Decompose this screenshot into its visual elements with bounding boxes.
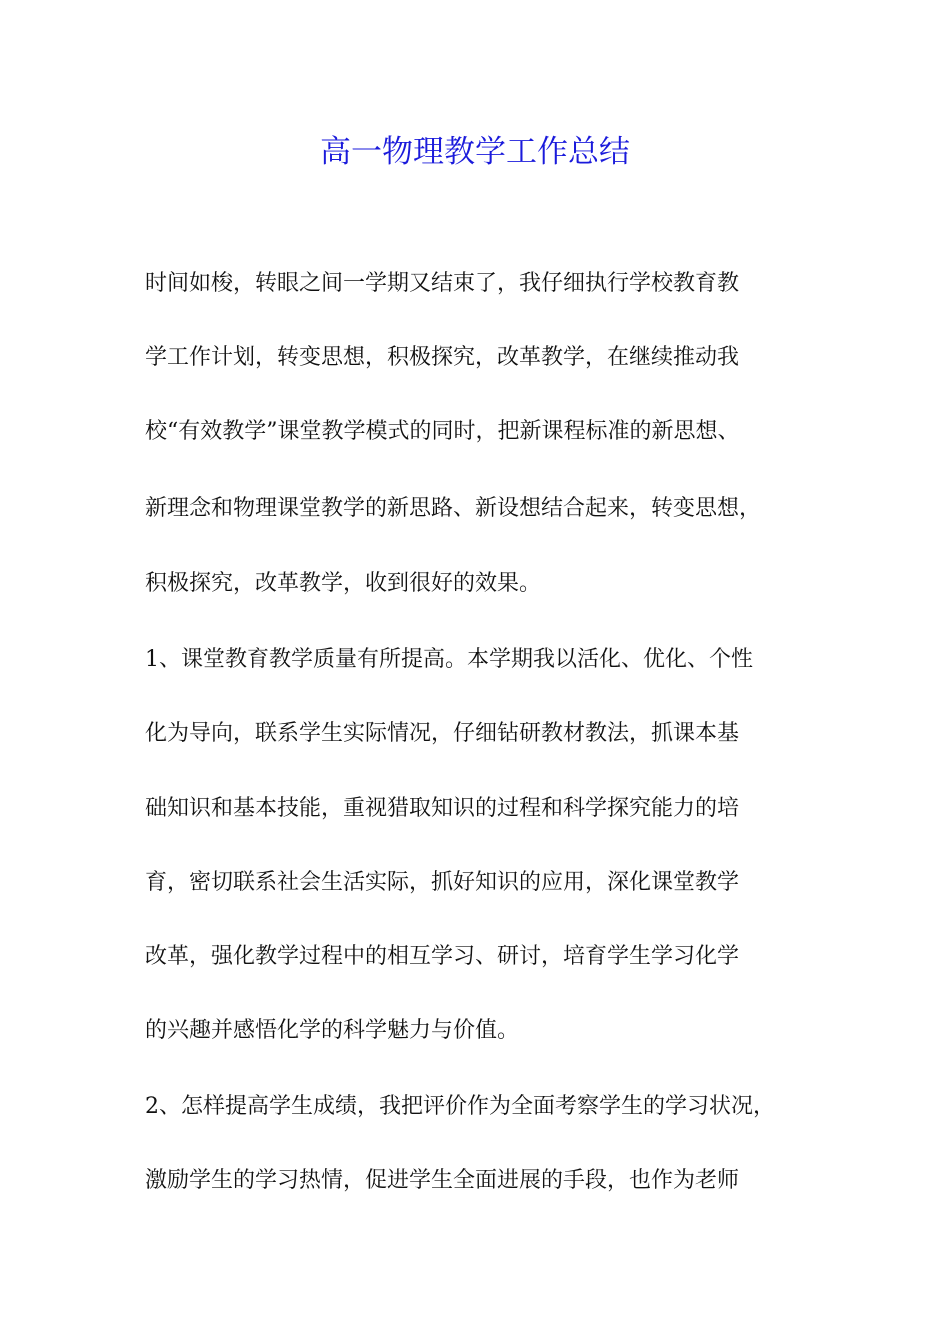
text-line: 新理念和物理课堂教学的新思路、新设想结合起来，转变思想， (145, 496, 762, 521)
text-line: 育，密切联系社会生活实际，抓好知识的应用，深化课堂教学 (145, 870, 740, 895)
text-line: 激励学生的学习热情，促进学生全面进展的手段，也作为老师 (145, 1168, 740, 1193)
text-line: 化为导向，联系学生实际情况，仔细钻研教材教法，抓课本基 (145, 721, 740, 746)
text-line: 的兴趣并感悟化学的科学魅力与价值。 (145, 1018, 520, 1043)
text-line: 1、课堂教育教学质量有所提高。本学期我以活化、优化、个性 (145, 647, 753, 672)
document-title: 高一物理教学工作总结 (320, 134, 630, 170)
text-line: 学工作计划，转变思想，积极探究，改革教学，在继续推动我 (145, 345, 740, 370)
text-line: 2、怎样提高学生成绩，我把评价作为全面考察学生的学习状况， (145, 1094, 775, 1119)
text-line: 础知识和基本技能，重视猎取知识的过程和科学探究能力的培 (145, 796, 740, 821)
text-line: 改革，强化教学过程中的相互学习、研讨，培育学生学习化学 (145, 944, 740, 969)
text-line: 积极探究，改革教学，收到很好的效果。 (145, 571, 542, 596)
text-line: 校“有效教学”课堂教学模式的同时，把新课程标准的新思想、 (145, 419, 740, 444)
text-line: 时间如梭，转眼之间一学期又结束了，我仔细执行学校教育教 (145, 271, 740, 296)
